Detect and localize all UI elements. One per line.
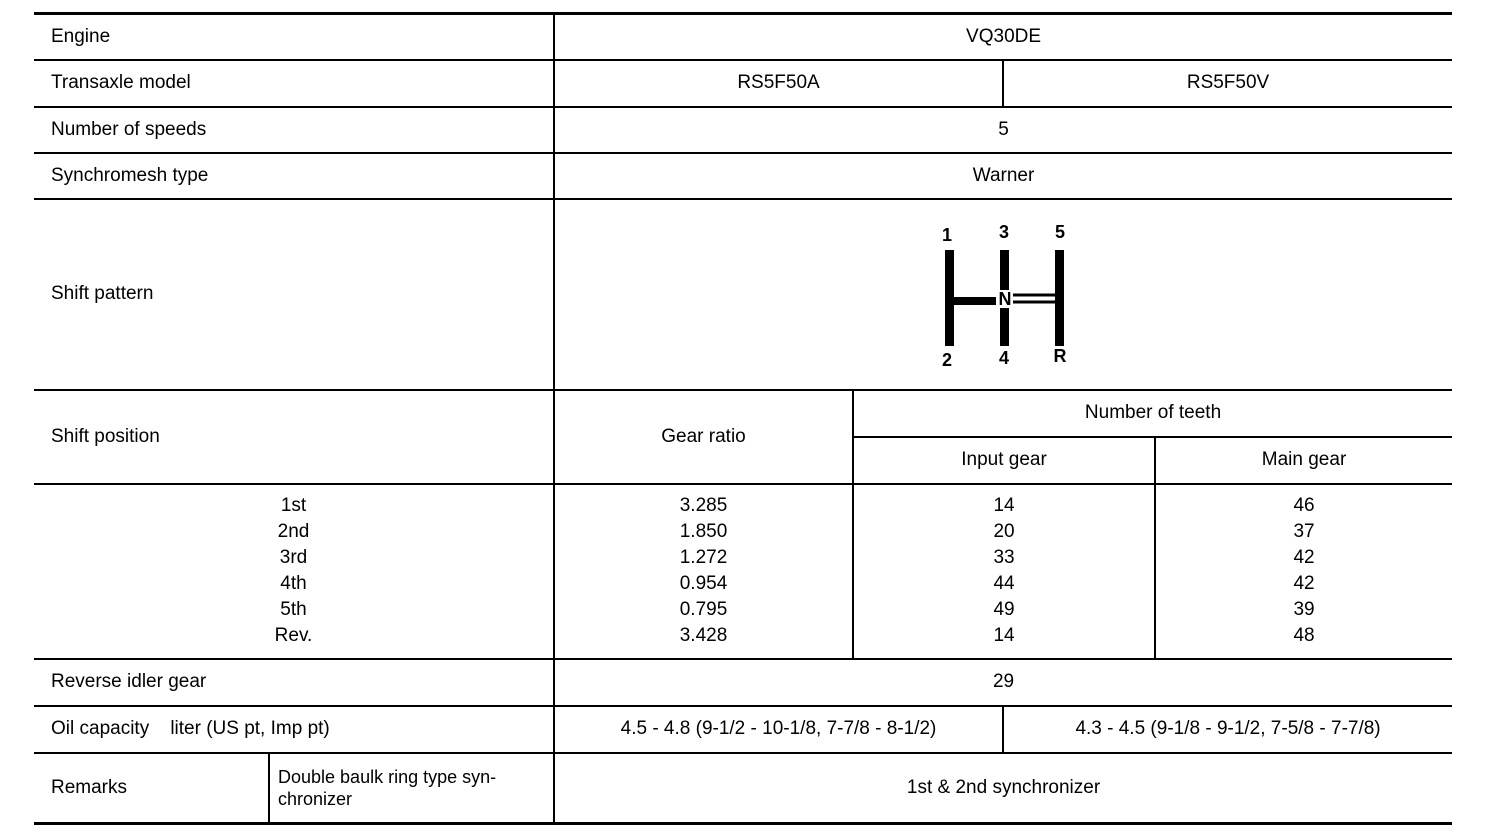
gear-r-label: R (1053, 346, 1067, 366)
gate-5-r-bar (1055, 250, 1064, 346)
input-gear-column (853, 484, 1155, 659)
teeth-label: Number of teeth (853, 390, 1452, 437)
ratio-value: 0.795 (679, 599, 728, 620)
main-gear-column (1155, 484, 1452, 659)
main-teeth-value: 37 (1293, 521, 1315, 542)
shift-position-label: Shift position (34, 390, 554, 484)
oil-capacity-value-v: 4.3 - 4.5 (9-1/8 - 9-1/2, 7-5/8 - 7-7/8) (1003, 706, 1452, 753)
main-teeth-value: 42 (1293, 547, 1315, 568)
gear-ratio-label: Gear ratio (554, 390, 853, 484)
transaxle-label: Transaxle model (34, 60, 554, 107)
gear-1-label: 1 (941, 225, 952, 245)
remarks-sub-label (269, 753, 554, 824)
gear-2-label: 2 (941, 350, 952, 370)
shift-pattern-diagram (924, 214, 1084, 374)
remarks-sub-label-line: chronizer (278, 788, 353, 809)
synchromesh-row (34, 153, 1452, 199)
position-value: 4th (280, 573, 307, 594)
main-teeth-value: 39 (1293, 599, 1315, 620)
input-gear-label: Input gear (853, 437, 1155, 484)
main-gear-label: Main gear (1155, 437, 1452, 484)
transaxle-row (34, 60, 1452, 107)
gear-5-label: 5 (1054, 222, 1065, 242)
transaxle-model-a: RS5F50A (554, 60, 1003, 107)
position-value: 1st (280, 495, 307, 516)
remarks-row (34, 753, 1452, 824)
speeds-value: 5 (554, 107, 1452, 153)
position-value: 3rd (279, 547, 308, 568)
cross-gate-left (950, 297, 998, 305)
main-teeth-value: 48 (1293, 625, 1315, 646)
ratio-value: 1.850 (679, 521, 728, 542)
remarks-label: Remarks (34, 753, 269, 824)
remarks-value: 1st & 2nd synchronizer (554, 753, 1452, 824)
neutral-label: N (998, 289, 1012, 309)
input-teeth-value: 14 (993, 495, 1015, 516)
shift-position-header-row-1 (34, 390, 1452, 437)
synchromesh-label: Synchromesh type (34, 153, 554, 199)
input-teeth-value: 49 (993, 599, 1015, 620)
input-teeth-value: 33 (993, 547, 1015, 568)
ratio-value: 3.285 (679, 495, 728, 516)
shift-pattern-cell (554, 199, 1452, 390)
speeds-row (34, 107, 1452, 153)
engine-label: Engine (34, 14, 554, 60)
engine-value: VQ30DE (554, 14, 1452, 60)
shift-pattern-row (34, 199, 1452, 390)
speeds-label: Number of speeds (34, 107, 554, 153)
gear-3-label: 3 (998, 222, 1009, 242)
ratio-value: 1.272 (679, 547, 728, 568)
main-teeth-value: 42 (1293, 573, 1315, 594)
oil-capacity-label: Oil capacity liter (US pt, Imp pt) (34, 706, 554, 753)
remarks-sub-label-line: Double baulk ring type syn- (278, 766, 497, 787)
reverse-idler-label: Reverse idler gear (34, 659, 554, 706)
input-teeth-value: 20 (993, 521, 1015, 542)
oil-capacity-value-a: 4.5 - 4.8 (9-1/2 - 10-1/8, 7-7/8 - 8-1/2) (554, 706, 1003, 753)
position-value: 5th (280, 599, 307, 620)
transaxle-spec-table (34, 12, 1452, 825)
oil-capacity-row (34, 706, 1452, 753)
engine-row (34, 14, 1452, 60)
gear-ratio-column (554, 484, 853, 659)
gear-4-label: 4 (998, 348, 1009, 368)
main-teeth-value: 46 (1293, 495, 1315, 516)
input-teeth-value: 14 (993, 625, 1015, 646)
reverse-idler-value: 29 (554, 659, 1452, 706)
shift-pattern-label: Shift pattern (34, 199, 554, 390)
shift-position-column (34, 484, 554, 659)
synchromesh-value: Warner (554, 153, 1452, 199)
transaxle-model-v: RS5F50V (1003, 60, 1452, 107)
position-value: Rev. (274, 625, 313, 646)
ratio-value: 3.428 (679, 625, 728, 646)
position-value: 2nd (277, 521, 310, 542)
gear-data-row (34, 484, 1452, 659)
input-teeth-value: 44 (993, 573, 1015, 594)
ratio-value: 0.954 (679, 573, 728, 594)
reverse-idler-row (34, 659, 1452, 706)
